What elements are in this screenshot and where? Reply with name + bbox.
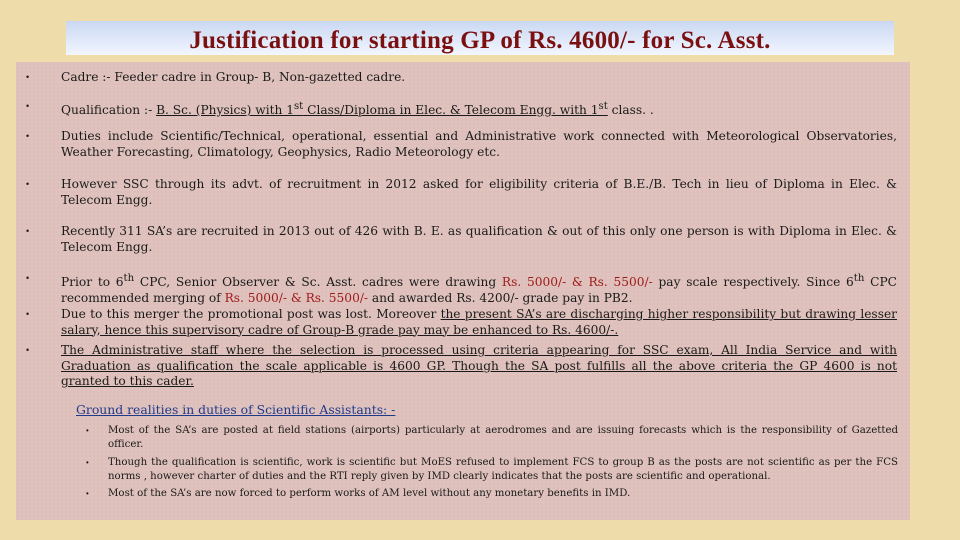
- bullet-icon: •: [86, 489, 89, 498]
- bullet-icon: •: [26, 72, 30, 82]
- ground-item: Most of the SA’s are posted at field stations (airports) particularly at aerodromes and are issuing forecasts which is the responsibility of Gazetted officer.: [108, 425, 898, 450]
- text-part: Due to this merger the promotional post was lost. Moreover: [61, 307, 441, 321]
- point-recent-recruitment: Recently 311 SA’s are recruited in 2013 out of 426 with B. E. as qualification & out of this only one person is with Diploma in Elec. & Telecom Engg.: [61, 224, 897, 254]
- point-duties: Duties include Scientific/Technical, operational, essential and Administrative work connected with Meteorological Observatories, Weather Forecasting, Climatology, Geophysics, Radio Meteorology etc.: [61, 129, 897, 159]
- ground-realities-heading: Ground realities in duties of Scientific Assistants: -: [76, 402, 396, 417]
- point-administrative-staff: The Administrative staff where the selection is processed using criteria appearing for SSC exam, All India Service and with Graduation as qualification the scale applicable is 4600 GP. Though the SA post fulfills all the above criteria the GP 4600 is not granted to this cader.: [61, 343, 897, 388]
- superscript: th: [123, 273, 135, 284]
- bullet-icon: •: [26, 179, 30, 189]
- text-part: pay scale respectively. Since 6: [652, 275, 854, 290]
- point-merger: [61, 307, 897, 338]
- qualification-text: [156, 103, 608, 117]
- bullet-icon: •: [86, 426, 89, 435]
- ground-item: Most of the SA’s are now forced to perform works of AM level without any monetary benefits in IMD.: [108, 488, 631, 499]
- text-part: CPC recommended merging of: [61, 275, 897, 305]
- merger-underlined: the present SA’s are discharging higher responsibility but drawing lesser salary, hence this supervisory cadre of Group-B grade pay may be enhanced to Rs. 4600/-.: [61, 307, 897, 337]
- point-ssc-recruitment: However SSC through its advt. of recruitment in 2012 asked for eligibility criteria of B.E./B. Tech in lieu of Diploma in Elec. & Telecom Engg.: [61, 177, 897, 207]
- superscript: st: [598, 101, 608, 112]
- qualification-end: class. .: [607, 103, 654, 118]
- bullet-icon: •: [26, 345, 30, 355]
- pay-scale-highlight: Rs. 5000/- & Rs. 5500/-: [224, 290, 369, 305]
- bullet-icon: •: [26, 131, 30, 141]
- pay-scale-highlight: Rs. 5000/- & Rs. 5500/-: [501, 275, 653, 290]
- superscript: th: [853, 273, 865, 284]
- point-cadre: Cadre :- Feeder cadre in Group- B, Non-gazetted cadre.: [61, 70, 406, 84]
- superscript: st: [293, 101, 304, 112]
- point-qualification: [61, 99, 897, 119]
- bullet-icon: •: [86, 458, 89, 467]
- bullet-icon: •: [26, 101, 30, 111]
- text-part: Prior to 6: [61, 275, 124, 290]
- title-bar: [66, 21, 894, 55]
- slide-title: Justification for starting GP of Rs. 4600/- for Sc. Asst.: [189, 27, 771, 54]
- qualification-label: Qualification :-: [61, 103, 157, 118]
- text-part: CPC, Senior Observer & Sc. Asst. cadres were drawing: [134, 275, 502, 290]
- point-6th-cpc: [61, 271, 897, 306]
- bullet-icon: •: [26, 226, 30, 236]
- qualification-part: Class/Diploma in Elec. & Telecom Engg. with 1: [303, 103, 599, 118]
- bullet-icon: •: [26, 309, 30, 319]
- text-part: and awarded Rs. 4200/- grade pay in PB2.: [368, 290, 633, 305]
- qualification-part: B. Sc. (Physics) with 1: [156, 103, 294, 118]
- ground-item: Though the qualification is scientific, work is scientific but MoES refused to implement FCS to group B as the posts are not scientific as per the FCS norms , however charter of duties and the RTI reply given by IMD clearly indicates that the posts are scientific and operational.: [108, 457, 898, 482]
- bullet-icon: •: [26, 273, 30, 283]
